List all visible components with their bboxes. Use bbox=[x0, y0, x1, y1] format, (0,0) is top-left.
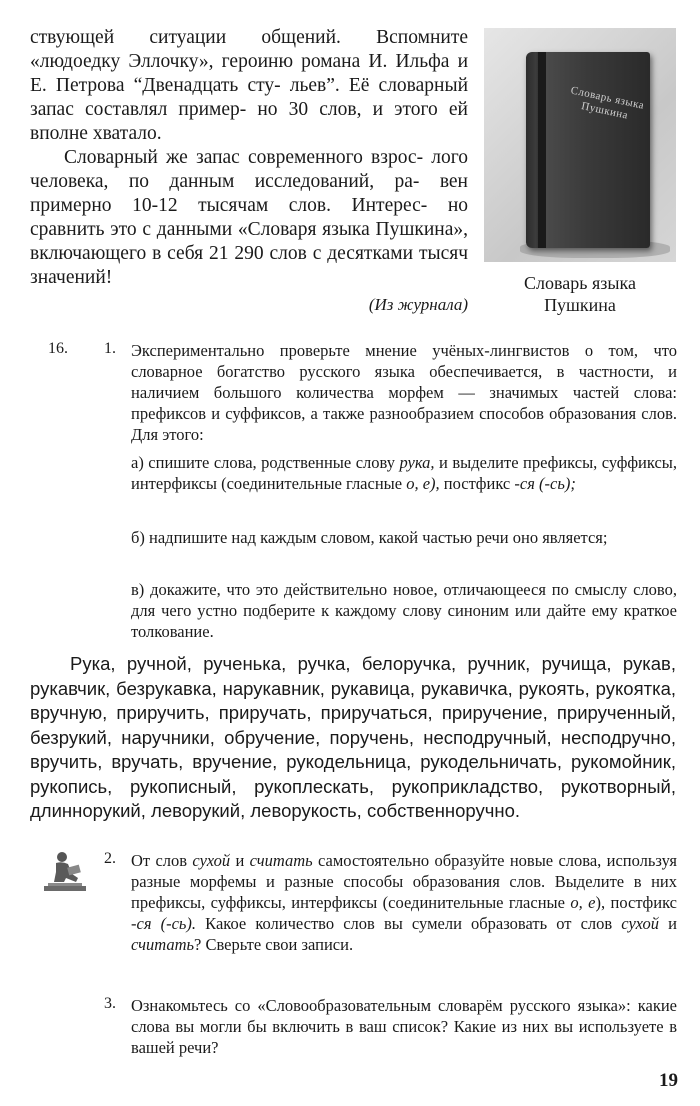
source-note: (Из журнала) bbox=[368, 295, 468, 314]
item-1-sub-a: а) спишите слова, родственные слову рука, и выделите префиксы, суффиксы, интерфиксы (соединительные гласные о, е), постфикс -ся (-сь); bbox=[131, 453, 677, 493]
item-1-number: 1. bbox=[104, 340, 116, 357]
item-1-sub-b: б) надпишите над каждым словом, какой частью речи оно является; bbox=[131, 528, 608, 547]
book-spine bbox=[538, 52, 546, 248]
figure-caption: Словарь языка Пушкина bbox=[524, 273, 636, 315]
item-3-number: 3. bbox=[104, 995, 116, 1012]
intro-paragraph-1: ствующей ситуации общений. Вспомните «людоедку Эллочку», героиню романа И. Ильфа и Е. Петрова “Двенадцать сту- льев”. Её словарный запас составлял пример- но 30 слов, и этого ей вполне хватало. bbox=[30, 27, 469, 144]
book-cover bbox=[526, 52, 650, 248]
item-2-number: 2. bbox=[104, 850, 116, 867]
book-cover-title: Словарь языка Пушкина bbox=[569, 84, 646, 122]
book-photo bbox=[484, 28, 676, 262]
item-1-text: Экспериментально проверьте мнение учёных-лингвистов о том, что словарное богатство русского языка обеспечивается, в частности, и наличием большого количества морфем — значимых частей слова: префиксов и суффиксов, а также разнообразием способов образования слов. Для этого: bbox=[131, 341, 677, 444]
intro-text bbox=[30, 26, 468, 290]
word-list: Рука, ручной, рученька, ручка, белоручка, ручник, ручища, рукав, рукавчик, безрукавка, нарукавник, рукавица, рукавичка, рукоять, рукоятка, вручную, приручить, приручать, приручаться, приручение, прирученный, безрукий, наручники, обручение, поручень, несподручный, несподручно, вручить, вручать, вручение, рукодельница, рукодельничать, рукомойник, рукопись, рукописный, рукоплескать, рукоприкладство, рукотворный, длиннорукий, леворукий, леворукость, собственноручно. bbox=[30, 653, 676, 821]
item-2-text: От слов сухой и считать самостоятельно образуйте новые слова, используя разные морфемы и разные способы образования слов. Выделите в них префиксы, суффиксы, интерфиксы (соединительные гласные о, е), постфикс -ся (-сь). Какое количество слов вы сумели образовать от слов сухой и считать? Сверьте свои записи. bbox=[131, 851, 677, 954]
intro-paragraph-2: Словарный же запас современного взрос- лого человека, по данным исследований, ра- вен примерно 10-12 тысячам слов. Интерес- но сравнить это с данными «Словаря языка Пушкина», включающего в себя 21 290 слов с десятками тысяч значений! bbox=[30, 147, 469, 288]
page-number: 19 bbox=[659, 1070, 678, 1091]
item-1-sub-c: в) докажите, что это действительно новое, отличающееся по смыслу слово, для чего устно подберите к каждому слову синоним или дайте ему краткое толкование. bbox=[131, 580, 677, 641]
reader-figure-icon bbox=[42, 848, 88, 894]
item-3-text: Ознакомьтесь со «Словообразовательным словарём русского языка»: какие слова вы могли бы включить в ваш список? Какие из них вы используете в вашей речи? bbox=[131, 996, 677, 1057]
task-number: 16. bbox=[48, 340, 68, 357]
